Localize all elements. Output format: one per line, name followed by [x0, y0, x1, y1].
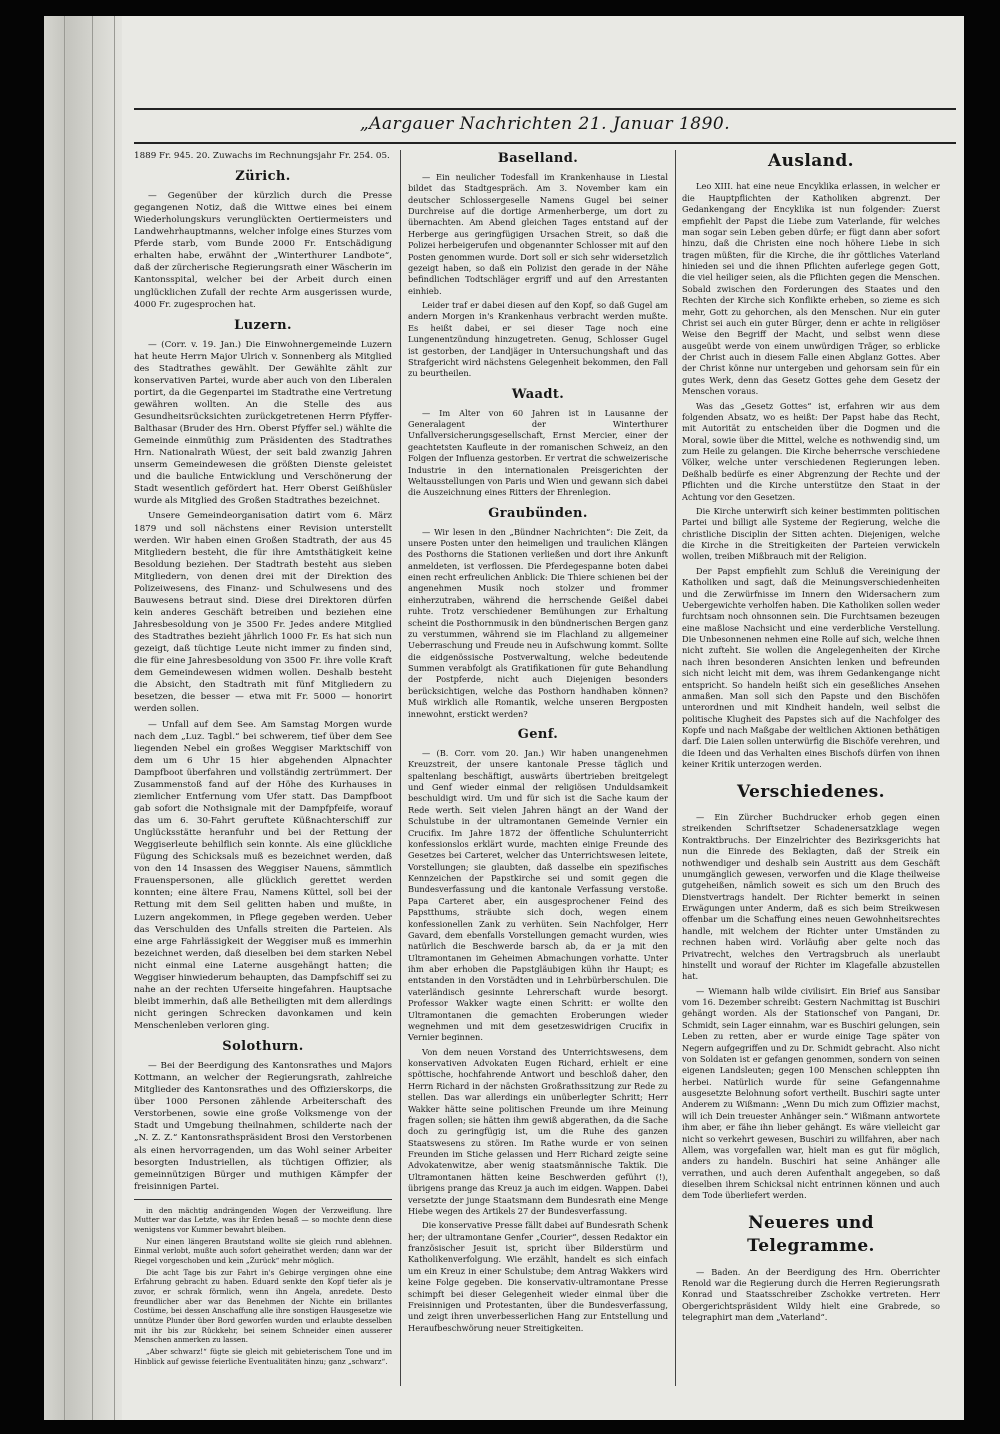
section-heading-genf: Genf.: [517, 726, 559, 742]
article-paragraph: — Im Alter von 60 Jahren ist in Lausanne der Generalagent der Winterthurer Unfallversicherungsgesellschaft, Ernst Mercier, einer der geachtetsten Kaufleute in der romanischen Schweiz, an den Folgen der Influenza gestorben. Er vertrat die schweizerische Industrie in den internationalen Preisgerichten der Weltausstellungen von Paris und Wien und gewann sich dabei die Auszeichnung eines Ritters der Ehrenlegion.: [408, 407, 668, 498]
running-header: [134, 108, 956, 148]
article-paragraph: Leider traf er dabei diesen auf den Kopf, so daß Gugel am andern Morgen in's Krankenhaus verbracht werden mußte. Es heißt dabei, er sei dieser Tage noch eine Lungenentzündung hinzugetreten. Genug, Schlosser Gugel ist gestorben, der Landjäger in Untersuchungshaft und das Strafgericht wird nächstens Gelegenheit bekommen, den Fall zu beurtheilen.: [408, 300, 668, 379]
article-paragraph: — (Corr. v. 19. Jan.) Die Einwohnergemeinde Luzern hat heute Herrn Major Ulrich v. Sonnenberg als Mitglied des Stadtrathes gewählt. Der Gewählte zählt zur konservativen Partei, wurde aber auch von den Liberalen portirt, da die Gegenpartei im Stadtrathe eine Vertretung gewähren wollten. An die Stelle des aus Gesundheitsrücksichten zurückgetretenen Herrn Pfyffer-Balthasar (Bruder des Hrn. Oberst Pfyffer sel.) wählte die Gemeinde einmüthig zum Präsidenten des Stadtrathes Hrn. Nationalrath Wüest, der seit bald zwanzig Jahren unserm Gemeindewesen die größten Dienste geleistet und die bauliche Entwicklung und Verschönerung der Stadt wesentlich gefördert hat. Herr Oberst Geißhüsler wurde als Mitglied des Großen Stadtrathes bezeichnet.: [134, 339, 392, 507]
column-1: [134, 150, 392, 1369]
feuilleton-paragraph: in den mächtig andrängenden Wogen der Verzweiflung. Ihre Mutter war das Letzte, was ihr Erden besaß — so mochte denn diese wenigstens vor Kummer bewahrt bleiben.: [134, 1205, 392, 1235]
column-rule: [400, 150, 401, 1386]
section-heading-verschiedenes: Verschiedenes.: [737, 781, 885, 802]
article-paragraph: Die Kirche unterwirft sich keiner bestimmten politischen Partei und billigt alle Systeme der Regierung, welche die christliche Disciplin der Sitten achten. Diejenigen, welche die Kirche in die Streitigkeiten der Parteien verwickeln wollen, treiben Mißbrauch mit der Religion.: [682, 505, 940, 562]
spine-fold-line: [114, 16, 115, 1420]
article-paragraph: — Ein neulicher Todesfall im Krankenhause in Liestal bildet das Stadtgespräch. Am 3. November kam ein deutscher Schlossergeselle Namens Gugel bei seiner Durchreise auf die dortige Armenherberge, um dort zu übernachten. Am Abend gleichen Tages entstand auf der Herberge aus geringfügigen Ursachen Streit, so daß die Polizei herbeigerufen und obgenannter Schlosser mit auf den Posten genommen wurde. Dort soll er sich sehr widersetzlich gezeigt haben, so daß ein Polizist den gerade in der Nähe befindlichen Todtschläger ergriff und auf den Arrestanten einhieb.: [408, 171, 668, 296]
section-heading-solothurn: Solothurn.: [222, 1039, 304, 1055]
page-spine-shadow: [44, 16, 122, 1420]
section-heading-telegramme: Neueres und Telegramme.: [747, 1212, 875, 1257]
feuilleton-paragraph: Nur einen längeren Brautstand wollte sie gleich rund ablehnen. Einmal verlobt, mußte auch sofort geheirathet werden; dann war der Riegel vorgeschoben und kein „Zurück“ mehr möglich.: [134, 1236, 392, 1266]
section-heading-ausland: Ausland.: [768, 151, 854, 171]
article-paragraph: Leo XIII. hat eine neue Encyklika erlassen, in welcher er die Hauptpflichten der Katholiken abgrenzt. Der Gedankengang der Encyklika ist nun folgender: Zuerst empfiehlt der Papst die Liebe zum Vaterlande, für welches man sogar sein Leben geben dürfe; er fügt dann aber sofort hinzu, daß die Christen eine noch höhere Liebe in sich tragen müßten, für die Kirche, die ihr göttliches Vaterland hinieden sei und die ihnen Pflichten auferlege gegen Gott, die viel heiliger seien, als die Pflichten gegen die Menschen. Sobald zwischen den Forderungen des Staates und den Rechten der Kirche sich Konflikte erheben, so zieme es sich mehr, Gott zu gehorchen, als den Menschen. Nur ein guter Christ sei auch ein guter Bürger, denn er achte in religiöser Weise den Begriff der Macht, und selbst wenn diese ausgeübt werde von einem unwürdigen Träger, so erblicke der Christ auch in diesem Falle einen Abglanz Gottes. Aber der Christ könne nur untergeben und gehorsam sein für ein gutes Werk, denn das Gesetz Gottes gehe dem Gesetz der Menschen voraus.: [682, 181, 940, 397]
article-paragraph: Der Papst empfiehlt zum Schluß die Vereinigung der Katholiken und sagt, daß die Meinungsverschiedenheiten und die Zerwürfnisse im Innern den Widersachern zum Uebergewichte verholfen haben. Die Katholiken sollen weder furchtsam noch ohnsonnen sein. Die Furchtsamen bezeugen eine maßlose Nachsicht und eine verderbliche Verstellung. Die Unbesonnenen nehmen eine Rolle auf sich, welche ihnen nicht zufteht. Sie wollen die Angelegenheiten der Kirche nach ihren besonderen Ansichten lenken und befreunden sich nicht leicht mit dem, was ihrem Gedankengange nicht entspricht. So handeln heißt sich ein geseßliches Ansehen anmaßen. Man soll sich den Papste und den Bischöfen unterordnen und mit Kindheit handeln, weil selbst die politische Klugheit des Papstes sich auf die Nachfolger des Kopfe und nach Maßgabe der weltlichen Aktionen bethätigen darf. Die Laien sollen unterwürfig die Bischöfe verehren, und die Ideen und das Verhalten eines Bischofs dürfen von ihnen keiner Kritik unterzogen werden.: [682, 565, 940, 770]
article-paragraph: — Bei der Beerdigung des Kantonsrathes und Majors Kottmann, an welcher der Regierungsrath, zahlreiche Mitglieder des Kantonsrathes und des Offizierskorps, die über 1000 Personen zählende Arbeiterschaft des Verstorbenen, sowie eine große Volksmenge von der Stadt und Umgebung theilnahmen, schilderte nach der „N. Z. Z.“ Kantonsrathspräsident Brosi den Verstorbenen als einen hervorragenden, um das Wohl seiner Arbeiter besorgten Industriellen, als tüchtigen Offizier, als gemeinnützigen Bürger und muthigen Kämpfer der freisinnigen Partei.: [134, 1061, 392, 1192]
section-heading-baselland: Baselland.: [497, 151, 579, 166]
feuilleton-paragraph: Die acht Tage bis zur Fahrt in's Gebirge vergingen ohne eine Erfahrung gebracht zu haben. Eduard senkte den Kopf tiefer als je zuvor, er schrak förmlich, wenn ihn Angela, anredete. Desto freundlicher aber war das Benehmen der Nichte ein brillantes Costüme, bei dessen Anschaffung alle ihre sonstigen Hausgesetze wie unnütze Plunder über Bord geworfen wurden und erlaubte desselben mit ihr bis zur Rückkehr, bei seinem Schneider einen ausserer Menschen anmerken zu lassen.: [134, 1267, 392, 1345]
article-paragraph: — Gegenüber der kürzlich durch die Presse gegangenen Notiz, daß die Wittwe eines bei einem Wiederholungskurs verunglückten Oertiermeisters und Landwehrhauptmanns, welcher infolge eines Sturzes vom Pferde starb, vom Bunde 2000 Fr. Entschädigung erhalten habe, erwähnt der „Winterthurer Landbote“, daß der zürcherische Regierungsrath einer Wäscherin im Kantonsspital, welcher bei der Arbeit durch einen unglücklichen Zufall der rechte Arm ausgerissen wurde, 4000 Fr. zugesprochen hat.: [134, 191, 392, 310]
article-paragraph: Die konservative Presse fällt dabei auf Bundesrath Schenk her; der ultramontane Genfer „Courier“, dessen Redaktor ein französischer Jesuit ist, spricht über Bilderstürm und Katholikenverfolgung. Wie erzählt, handelt es sich einfach um ein Kreuz in einer Schulstube; dem Antrag Wakkers wird keine Folge gegeben. Die konservativ-ultramontane Presse schimpft bei dieser Gelegenheit wieder einmal über die Freisinnigen und Protestanten, über die Bundesverfassung, und zeigt ihren unverbesserlichen Hang zur Entstellung und Heraufbeschwörung neuer Streitigkeiten.: [408, 1220, 668, 1333]
section-heading-luzern: Luzern.: [234, 317, 292, 333]
section-heading-zuerich: Zürich.: [235, 169, 291, 185]
feuilleton: [134, 1206, 392, 1367]
feuilleton-paragraph: „Aber schwarz!“ fügte sie gleich mit gebieterischem Tone und im Hinblick auf gewisse feierliche Eventualitäten hinzu; ganz „schwarz“.: [134, 1347, 392, 1366]
column-2: [408, 150, 668, 1337]
lead-paragraph: 1889 Fr. 945. 20. Zuwachs im Rechnungsjahr Fr. 254. 05.: [134, 151, 390, 161]
column-3: [682, 150, 940, 1327]
article-paragraph: — (B. Corr. vom 20. Jan.) Wir haben unangenehmen Kreuzstreit, der unsere kantonale Presse täglich und spaltenlang beschäftigt, auswärts übertrieben breitgelegt und Genf wieder einmal der religiösen Unduldsamkeit beschuldigt wird. Um und für sich ist die Sache kaum der Rede werth. Seit vielen Jahren hängt an der Wand der Schulstube in der ultramontanen Gemeinde Vernier ein Crucifix. Im Jahre 1872 der öffentliche Schulunterricht konfessionslos erklärt wurde, machten einige Freunde des Gesetzes bei Carteret, welcher das Unterrichtswesen leitete, Vorstellungen; sie glaubten, daß dasselbe ein spezifisches Kennzeichen der Papstkirche sei und somit gegen die Bundesverfassung und die kantonale Verfassung verstoße. Papa Carteret aber, ein ausgesprochener Feind des Papstthums, sträubte sich doch, wegen einem konfessionellen Zank zu verhüten. Sein Nachfolger, Herr Gavard, dem ebenfalls Vorstellungen gemacht wurden, wies natürlich die Beschwerde barsch ab, da er ja mit den Ultramontanen im Geheimen Abmachungen vorhatte. Unter ihm aber erhoben die Papstgläubigen kühn ihr Haupt; es entstanden in den Vorstädten und in Lehrbürberschulen. Die vaterländisch gesinnte Lehrerschaft wurde besorgt. Professor Wakker wagte einen Schritt: er wollte den Ultramontanen die gemachten Eroberungen wieder wegnehmen und mit dem gesetzeswidrigen Crucifix in Vernier beginnen.: [408, 747, 668, 1043]
scan-border: [0, 0, 44, 1434]
article-paragraph: Was das „Gesetz Gottes“ ist, erfahren wir aus dem folgenden Absatz, wo es heißt: Der Papst habe das Recht, mit Autorität zu entscheiden über die Dogmen und die Moral, sowie über die Mittel, welche es nothwendig sind, um zum Heile zu gelangen. Die Kirche beherrsche verschiedene Völker, welche unter verschiedenen Regierungen leben. Deßhalb bedürfe es einer Abgrenzung der Rechte und der Pflichten und die Kirche unterstütze den Staat in der Achtung vor den Gesetzen.: [682, 400, 940, 502]
section-heading-graubuenden: Graubünden.: [488, 505, 588, 521]
header-rule-bottom: [134, 142, 956, 144]
article-paragraph: — Wiemann halb wilde civilisirt. Ein Brief aus Sansibar vom 16. Dezember schreibt: Gestern Nachmittag ist Buschiri gehängt worden. Als der Stationschef von Pangani, Dr. Schmidt, sein Lager einnahm, war es Buschiri gelungen, sein Leben zu retten, aber er wurde einige Tage später von Negern aufgegriffen und zu Dr. Schmidt gebracht. Also nicht von Soldaten ist er gefangen genommen, sondern von seinen eigenen Landsleuten; gegen 100 Menschen schleppten ihn herbei. Natürlich wurde für seine Gefangennahme ausgesetzte Belohnung sofort vertheilt. Buschiri sagte unter Anderem zu Wißmann: „Wenn Du mich zum Offizier machst, will ich Dein treuester Anhänger sein.“ Wißmann antwortete ihm aber, er fähe ihn lieber gehängt. Es wäre vielleicht gar nicht so verkehrt gewesen, Buschiri zu willfahren, aber nach Allem, was vorgefallen war, hielt man es gut für möglich, anders zu handeln. Buschiri hat seine Anhänger alle verrathen, und auch deren Aufenthalt angegeben, so daß dieselben ihrem Schicksal nicht entrinnen können und auch dem Tode überliefert werden.: [682, 985, 940, 1201]
header-rule-top: [134, 108, 956, 110]
feuilleton-divider: [134, 1199, 392, 1200]
column-rule: [675, 150, 676, 1386]
spine-fold-line: [92, 16, 93, 1420]
article-paragraph: — Unfall auf dem See. Am Samstag Morgen wurde nach dem „Luz. Tagbl.“ bei schwerem, tief über dem See liegenden Nebel ein großes Weggiser Marktschiff von dem um 6 Uhr 15 hier abgehenden Alpnachter Dampfboot überfahren und vollständig zertrümmert. Der Zusammenstoß fand auf der Höhe des Kurhauses in ziemlicher Entfernung vom Ufer statt. Das Dampfboot gab sofort die Nothsignale mit der Dampfpfeife, worauf das um 6. 30-Fahrt geruftete Küßnachterschiff zur Unglücksstätte heranfuhr und bei der Rettung der Weggiserleute behilflich sein konnte. Als eine glückliche Fügung des Schicksals muß es bezeichnet werden, daß von den 14 Insassen des Weggiser Nauens, sämmtlich Frauenspersonen, alle glücklich gerettet werden konnten; eine ältere Frau, Namens Küttel, soll bei der Rettung mit dem Seil gelitten haben und mußte, in Luzern angekommen, in Pflege gegeben werden. Ueber das Verschulden des Unfalls streiten die Parteien. Als eine arge Fahrlässigkeit der Weggiser muß es immerhin bezeichnet werden, daß dieselben bei dem starken Nebel nicht einmal eine Laterne ausgehängt hatten; die Weggiser hinwiederum behaupten, das Dampfschiff sei zu nahe an der rechten Uferseite hingefahren. Hauptsache bleibt immerhin, daß alle Betheiligten mit dem allerdings nicht geringen Schrecken davonkamen und kein Menschenleben verloren ging.: [134, 719, 392, 1032]
header-title: „Aargauer Nachrichten 21. Januar 1890.: [359, 114, 731, 134]
spine-fold-line: [64, 16, 65, 1420]
article-paragraph: Von dem neuen Vorstand des Unterrichtswesens, dem konservativen Advokaten Eugen Richard, erhielt er eine spöttische, hochfahrende Antwort und beschloß daher, den Herrn Richard in der nächsten Großrathssitzung zur Rede zu stellen. Das war allerdings ein unüberlegter Schritt; Herr Wakker hätte seine politischen Freunde um ihre Meinung fragen sollen; sie hätten ihm gewiß abgerathen, da die Sache doch zu geringfügig ist, um die Ruhe des ganzen Staatswesens zu stören. Im Rathe wurde er von seinen Freunden im Stiche gelassen und Herr Richard zeigte seine Advokatenwitze, aber wenig staatsmännische Taktik. Die Ultramontanen hätten keine Beschwerden geführt (!), übrigens prange das Kreuz ja auch im eidgen. Wappen. Dabei versetzte der junge Staatsmann dem Bundesrath eine Menge Hiebe wegen des Artikels 27 der Bundesverfassung.: [408, 1046, 668, 1216]
article-paragraph: — Ein Zürcher Buchdrucker erhob gegen einen streikenden Schriftsetzer Schadenersatzklage wegen Kontraktbruchs. Der Einzelrichter des Bezirksgerichts hat nun die Einrede des Beklagten, daß der Streik ein nothwendiger und deshalb sein Austritt aus dem Geschäft unumgänglich gewesen, verworfen und die Klage theilweise gutgeheißen, nämlich soweit es sich um den Bruch des Dienstvertrags handelt. Der Richter bemerkt in seinen Erwägungen unter Anderm, daß es sich beim Streikwesen offenbar um die Schaffung eines neuen Gewohnheitsrechtes handle, mit welchem der Richter unter Umständen zu rechnen haben wird. Vorläufig aber gelte noch das Privatrecht, welches den Vertragsbruch als unerlaubt hinstellt und worauf der Richter im Klagefalle abzustellen hat.: [682, 812, 940, 982]
section-heading-waadt: Waadt.: [511, 386, 565, 402]
article-paragraph: — Wir lesen in den „Bündner Nachrichten“: Die Zeit, da unsere Posten unter den heimeligen und traulichen Klängen des Posthorns die Stationen verließen und dort ihre Ankunft anmeldeten, ist verflossen. Die Pferdegespanne boten dabei einen recht erfreulichen Anblick: Die Thiere schienen bei der angenehmen Musik noch stolzer und frommer einherzutraben, während die herrschende Geißel dabei ruhte. Trotz verschiedener Bemühungen zur Erhaltung scheint die Posthornmusik in den bündnerischen Bergen ganz zu verstummen, während sie im Flachland zu allgemeiner Ueberraschung und Freude neu in Aufschwung kommt. Sollte die eidgenössische Postverwaltung, welche bedeutende Summen verabfolgt als Gratifikationen für gute Behandlung der Postpferde, nicht auch Diejenigen besonders berücksichtigen, welche das Posthorn handhaben können? Muß wirklich alle Romantik, welche unseren Bergposten innewohnt, erstickt werden?: [408, 526, 668, 719]
article-paragraph: Unsere Gemeindeorganisation datirt vom 6. März 1879 und soll nächstens einer Revision unterstellt werden. Wir haben einen Großen Stadtrath, der aus 45 Mitgliedern besteht, die für ihre Amtsthätigkeit keine Besoldung beziehen. Der Stadtrath besteht aus sieben Mitgliedern, von denen drei mit der Direktion des Polizeiwesens, des Finanz- und Schulwesens und des Bauwesens betraut sind. Diese drei Direktoren dürfen kein anderes Geschäft betreiben und beziehen eine Jahresbesoldung von je 3500 Fr. Jedes andere Mitglied des Stadtrathes bezieht jährlich 1000 Fr. Es hat sich nun gezeigt, daß tüchtige Leute nicht immer zu finden sind, die für eine Jahresbesoldung von 3500 Fr. ihre volle Kraft dem Gemeindewesen widmen wollen. Deshalb besteht die Absicht, den Stadtrath mit fünf Mitgliedern zu besetzen, die besser — etwa mit Fr. 5000 — honorirt werden sollen.: [134, 511, 392, 715]
article-paragraph: — Baden. An der Beerdigung des Hrn. Oberrichter Renold war die Regierung durch die Herren Regierungsrath Konrad und Staatsschreiber Zschokke vertreten. Herr Obergerichtspräsident Wildy hielt eine Grabrede, so telegraphirt man dem „Vaterland“.: [682, 1266, 940, 1323]
